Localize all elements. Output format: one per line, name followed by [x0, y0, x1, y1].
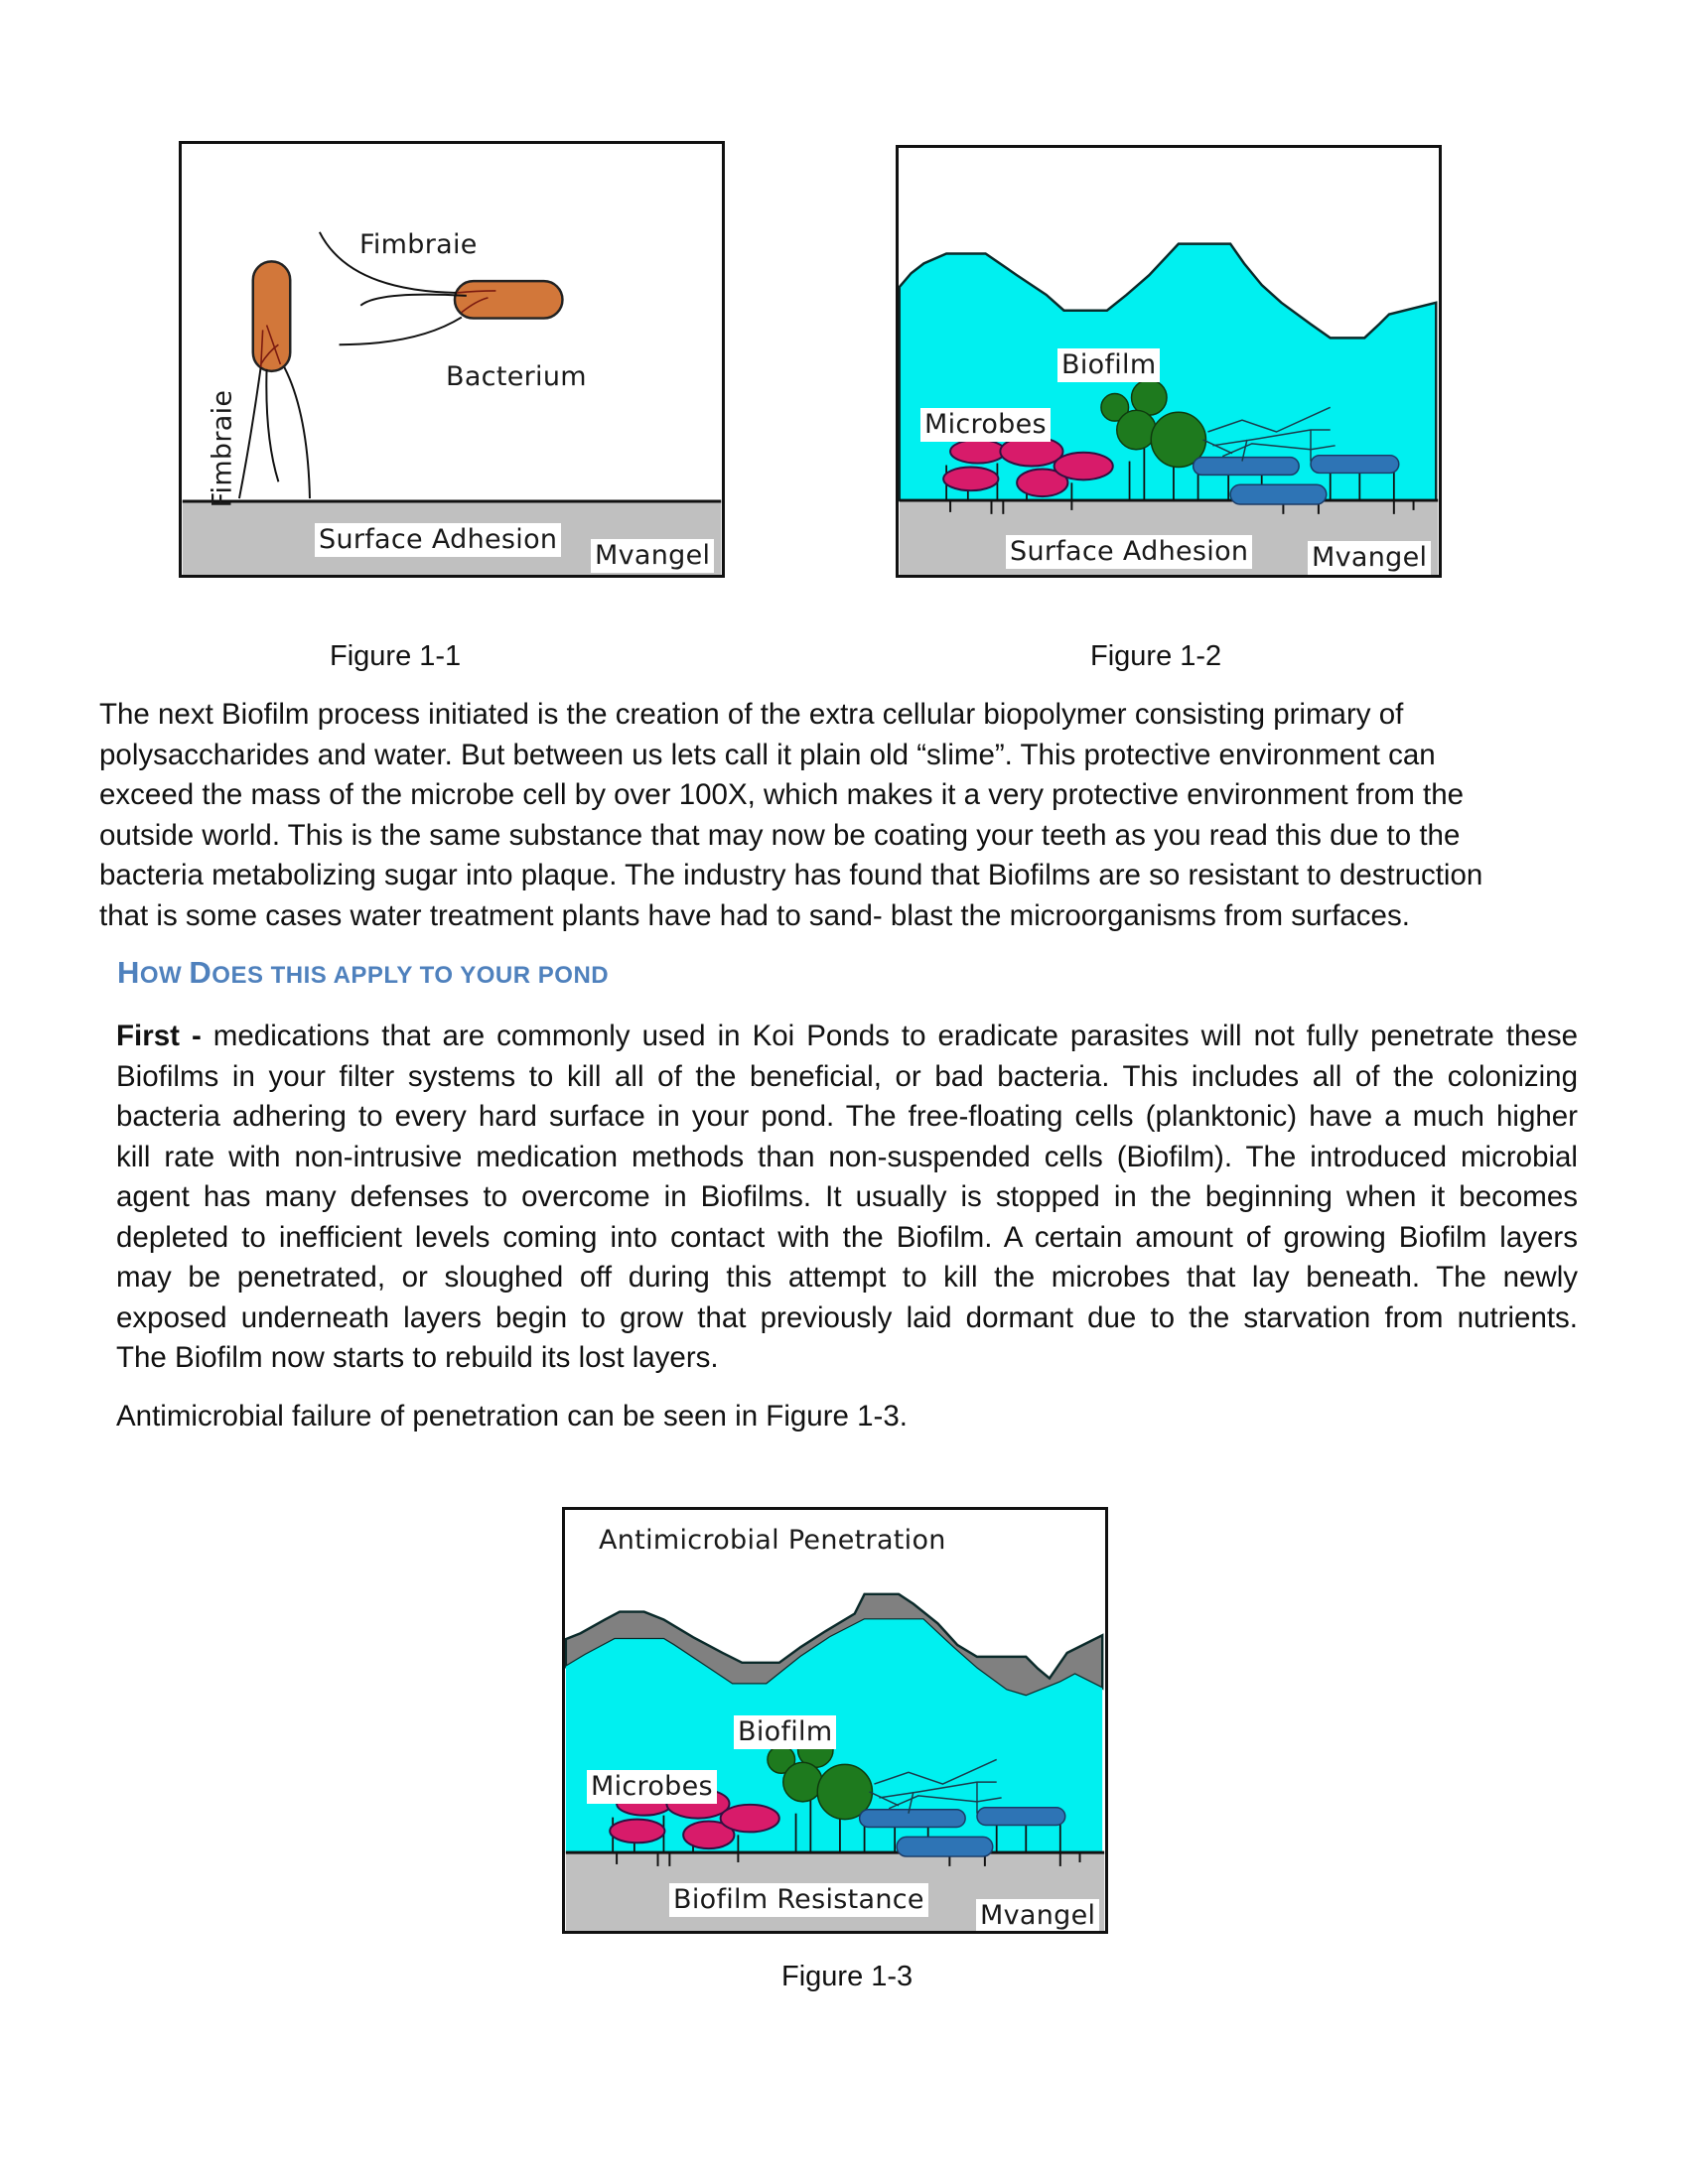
- blue-microbe: [860, 1810, 965, 1828]
- figure-1-2: [896, 145, 1442, 578]
- figure-1-1-illustration: [182, 144, 722, 575]
- section-heading: HOW DOES THIS APPLY TO YOUR POND: [117, 955, 610, 990]
- blue-microbe: [897, 1837, 993, 1856]
- figure-1-1: [179, 141, 725, 578]
- paragraph-line: Biofilms in your filter systems to kill all of the beneficial, or bad bacteria. This includes all of the colonizing: [116, 1059, 1578, 1093]
- surface-adhesion-label: Surface Adhesion: [315, 523, 561, 557]
- microbes-label: Microbes: [920, 408, 1051, 442]
- paragraph-line: First - medications that are commonly used in Koi Ponds to eradicate parasites will not fully penetrate these: [116, 1020, 1578, 1052]
- fimbria-line: [340, 318, 462, 345]
- figure-1-3-caption: Figure 1-3: [781, 1961, 914, 1992]
- microbes-label: Microbes: [587, 1770, 717, 1804]
- green-microbe: [1117, 410, 1156, 449]
- paragraph-line: agent has many defenses to overcome in Biofilms. It usually is stopped in the beginning when it becomes: [116, 1180, 1578, 1213]
- fimbria-line: [266, 369, 278, 481]
- paragraph-line: exceed the mass of the microbe cell by over 100X, which makes it a very protective environment from the: [99, 778, 1465, 811]
- paragraph-line: polysaccharides and water. But between us lets call it plain old “slime”. This protective environment can: [99, 738, 1436, 771]
- bacterium-vertical: [253, 261, 290, 370]
- fimbria-line: [284, 367, 310, 498]
- paragraph-line: The next Biofilm process initiated is the creation of the extra cellular biopolymer consisting primary of: [99, 698, 1404, 731]
- blue-microbe: [1311, 456, 1399, 474]
- paragraph-line: kill rate with non-intrusive medication methods than non-suspended cells (Biofilm). The introduced microbial: [116, 1140, 1578, 1173]
- pink-microbe: [1055, 453, 1113, 480]
- closing-paragraph: Antimicrobial failure of penetration can be seen in Figure 1-3.: [116, 1400, 908, 1433]
- green-microbe: [783, 1762, 822, 1801]
- surface-adhesion-label: Surface Adhesion: [1006, 535, 1252, 569]
- paragraph-line: outside world. This is the same substance that may now be coating your teeth as you read this due to the: [99, 818, 1461, 852]
- paragraph-line: exposed underneath layers begin to grow that previously laid dormant due to the starvation from nutrients.: [116, 1300, 1578, 1334]
- blue-microbe: [1230, 484, 1327, 504]
- blue-microbe: [1194, 458, 1300, 476]
- blue-microbe: [977, 1808, 1065, 1826]
- figure-1-1-caption: Figure 1-1: [330, 640, 462, 672]
- bacterium-horizontal: [455, 281, 563, 318]
- paragraph-line: that is some cases water treatment plants have had to sand- blast the microorganisms from surfaces.: [99, 898, 1410, 932]
- paragraph-line: bacteria adhering to every hard surface in your pond. The free-floating cells (planktonic) have a much higher: [116, 1100, 1578, 1133]
- fimbria-line: [239, 367, 261, 498]
- pink-microbe: [610, 1820, 664, 1843]
- paragraph-line: bacteria metabolizing sugar into plaque. The industry has found that Biofilms are so resistant to destruction: [99, 859, 1483, 891]
- figure-1-3: [562, 1507, 1108, 1934]
- paragraph-line: may be penetrated, or sloughed off during this attempt to kill the microbes that lay beneath. The newly: [116, 1261, 1578, 1294]
- credit-label: Mvangel: [1308, 541, 1431, 575]
- biofilm-label: Biofilm: [1057, 348, 1160, 382]
- paragraph-line: depleted to inefficient levels coming into contact with the Biofilm. A certain amount of growing Biofilm layers: [116, 1220, 1578, 1254]
- first-paragraph: [116, 1017, 1578, 1379]
- credit-label: Mvangel: [591, 539, 714, 573]
- credit-label: Mvangel: [976, 1899, 1099, 1933]
- biofilm-label: Biofilm: [734, 1715, 836, 1749]
- fimbria-line: [360, 295, 467, 306]
- figure-1-2-caption: Figure 1-2: [1090, 640, 1222, 672]
- figure-1-2-illustration: [899, 148, 1439, 575]
- fimbraie-top-label: Fimbraie: [355, 228, 482, 262]
- intro-paragraph: [99, 695, 1609, 936]
- pink-microbe: [721, 1805, 779, 1833]
- fimbraie-side-label: Fimbraie: [207, 389, 238, 508]
- pink-microbe: [943, 468, 998, 491]
- paragraph-line: The Biofilm now starts to rebuild its lost layers.: [116, 1341, 719, 1374]
- antimicrobial-penetration-label: Antimicrobial Penetration: [599, 1525, 946, 1556]
- biofilm-resistance-label: Biofilm Resistance: [669, 1883, 928, 1917]
- bacterium-label: Bacterium: [442, 360, 591, 394]
- first-label: First -: [116, 1020, 202, 1052]
- pink-microbe: [950, 440, 1005, 464]
